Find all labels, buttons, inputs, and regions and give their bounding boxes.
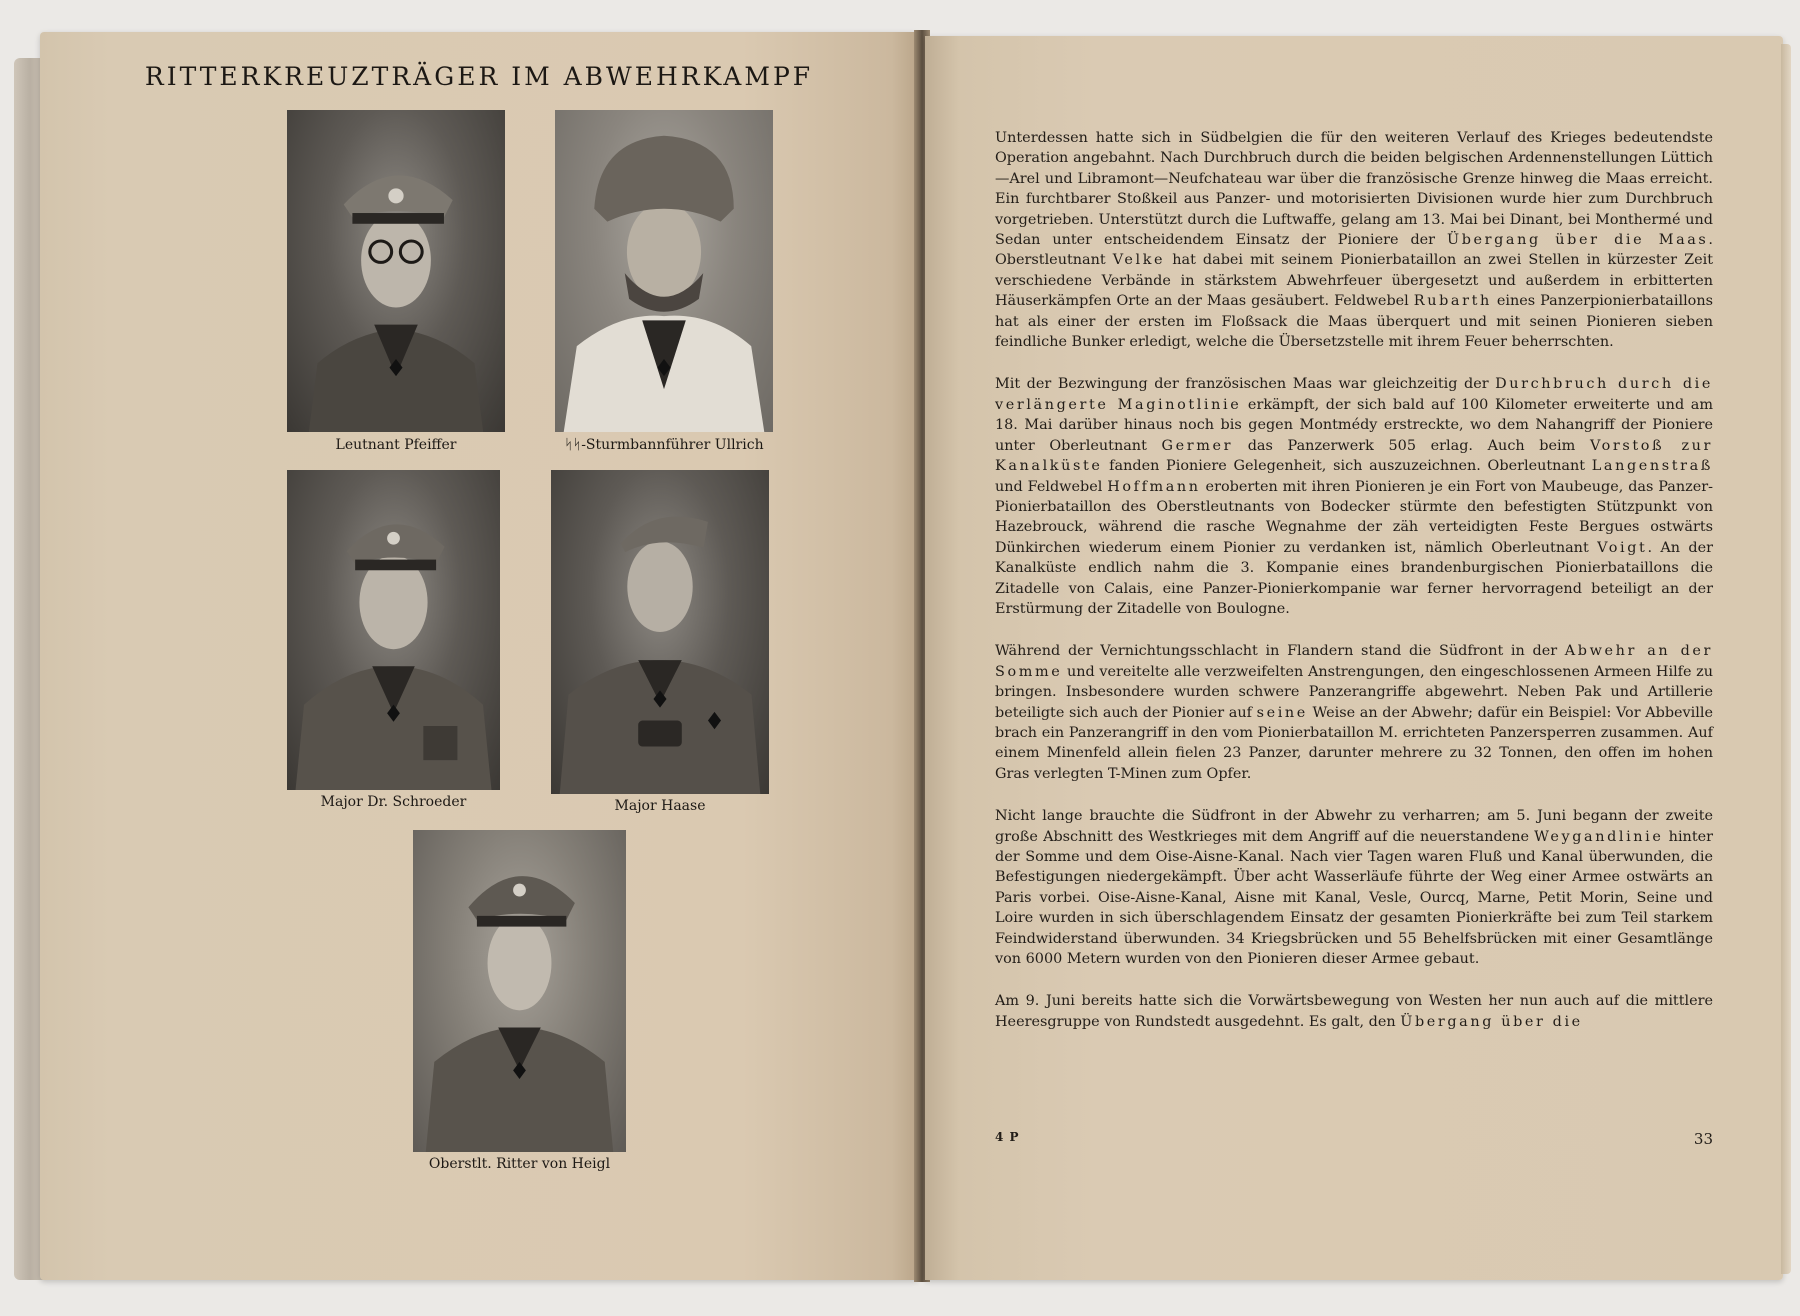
portrait-peaked-cap-glasses-icon (287, 110, 505, 432)
spaced-emphasis: Langenstraß (1591, 458, 1713, 475)
right-page (925, 36, 1783, 1280)
text-run: eroberten mit ihren Pionieren je ein Fort von Maubeuge, das Panzer-Pionierbataillon des Oberstleutnants von Bodecker stürmte den befestigten Stützpunkt von Hazebrouck, während die rasche Wegnahme der zäh verteidigten Feste Bergues ostwärts Dünkirchen wiederum einem Pionier zu verdanken ist, nämlich Oberleutnant (995, 478, 1713, 556)
spaced-emphasis: Übergang über die (1400, 1013, 1583, 1030)
text-run: erkämpft, der sich bald auf 100 Kilometer erweiterte und am 18. Mai darüber hinaus noch bis gegen Montmédy erstreckte, wo dem Nahangriff der Pioniere unter Oberleutnant (995, 396, 1713, 454)
text-run: und vereitelte alle verzweifelten Anstrengungen, den eingeschlossenen Armeen Hilfe zu bringen. Insbesondere wurden schwere Panzerangriffe abgewehrt. Neben Pak und Artillerie beteiligte sich auch der Pionier auf (995, 663, 1713, 721)
book-edge-right (1781, 44, 1791, 1274)
signature-mark: 4 P (995, 1130, 1020, 1144)
text-run: Am 9. Juni bereits hatte sich die Vorwärtsbewegung von Westen her nun auch auf die mittlere Heeresgruppe von Rundstedt ausgedehnt. Es galt, den (995, 993, 1713, 1030)
text-run: eines Panzerpionierbataillons hat als einer der ersten im Floßsack die Maas überquert und mit seinen Pionieren sieben feindliche Bunker erledigt, welche die Übersetzstelle mit ihrem Feuer beherrschten. (995, 293, 1714, 351)
body-text (995, 128, 1713, 1054)
spaced-emphasis: Vorstoß zur Kanalküste (995, 437, 1713, 475)
spaced-emphasis: Rubarth (1413, 293, 1492, 310)
spaced-emphasis: seine (1256, 704, 1308, 721)
spaced-emphasis: Hoffmann (1107, 478, 1201, 495)
spaced-emphasis: Abwehr an der Somme (995, 643, 1713, 680)
spaced-emphasis: Velke (1112, 252, 1166, 269)
portrait-photo (287, 110, 505, 432)
paragraph (995, 374, 1713, 619)
page-title: RITTERKREUZTRÄGER IM ABWEHRKAMPF (144, 62, 814, 91)
paragraph (995, 128, 1713, 352)
paragraph (995, 641, 1713, 784)
text-run: . Oberstleutnant (995, 232, 1713, 269)
text-run: fanden Pioniere Gelegenheit, sich auszuzeichnen. Oberleutnant (1102, 458, 1592, 475)
text-run: hat dabei mit seinem Pionierbataillon an zwei Stellen in kürzester Zeit verschiedene Verbände in stärkstem Abwehrfeuer übergesetzt und außerdem in erbitterten Häuserkämpfen Orte an der Maas gesäubert. Feldwebel (995, 252, 1714, 310)
portrait-photo (413, 830, 626, 1152)
text-run: das Panzerwerk 505 erlag. Auch beim (1233, 437, 1590, 454)
text-run: . An der Kanalküste endlich nahm die 3. Kompanie eines brandenburgischen Pionierbataillons die Zitadelle von Calais, eine Panzer-Pionierkompanie war ferner hervorragend beteiligt an der Erstürmung der Zitadelle von Boulogne. (995, 539, 1713, 617)
text-run: Nicht lange brauchte die Südfront in der Abwehr zu verharren; am 5. Juni begann der zweite große Abschnitt des Westkrieges mit dem Angriff auf die neuerstandene (995, 808, 1713, 845)
text-run: und Feldwebel (995, 478, 1108, 495)
portrait-photo (287, 470, 500, 790)
paragraph (995, 991, 1713, 1032)
spaced-emphasis: Germer (1161, 437, 1234, 454)
portrait-caption: ᛋᛋ-Sturmbannführer Ullrich (564, 437, 764, 453)
portrait-photo (555, 110, 773, 432)
portrait-peaked-cap-icon (287, 470, 500, 790)
portrait-caption: Leutnant Pfeiffer (335, 437, 457, 453)
text-run: Mit der Bezwingung der französischen Maas war gleichzeitig der (995, 376, 1496, 393)
text-run: Weise an der Abwehr; dafür ein Beispiel: Vor Abbeville brach ein Panzerangriff in den vom Pionierbataillon M. errichteten Panzersperren zusammen. Auf einem Minenfeld allein fielen 23 Panzer, darunter mehrere zu 32 Tonnen, den offen im hohen Gras verlegten T-Minen zum Opfer. (995, 704, 1714, 782)
portrait-photo (551, 470, 769, 794)
text-run: Während der Vernichtungsschlacht in Flandern stand die Südfront in der (995, 643, 1565, 660)
spaced-emphasis: Durchbruch durch die verlängerte Maginotlinie (995, 376, 1713, 413)
paragraph (995, 806, 1713, 969)
portrait-peaked-cap-icon (413, 830, 626, 1152)
spaced-emphasis: Weygandlinie (1534, 828, 1664, 845)
portrait-caption: Major Haase (614, 798, 706, 814)
portrait-side-cap-icon (551, 470, 769, 794)
text-run: Unterdessen hatte sich in Südbelgien die für den weiteren Verlauf des Krieges bedeutendste Operation angebahnt. Nach Durchbruch durch die beiden belgischen Ardennenstellungen Lüttich—Arel und Libramont—Neufchateau war über die französische Grenze hinweg die Maas erreicht. Ein furchtbarer Stoßkeil aus Panzer- und motorisierten Divisionen wurde hier zum Durchbruch vorgetrieben. Unterstützt durch die Luftwaffe, gelang am 13. Mai bei Dinant, bei Monthermé und Sedan unter entscheidendem Einsatz der Pioniere der (995, 130, 1713, 249)
left-page (40, 32, 918, 1280)
spaced-emphasis: Übergang über die Maas (1446, 232, 1709, 249)
portrait-fur-hat-icon (555, 110, 773, 432)
portrait-caption: Major Dr. Schroeder (320, 794, 467, 810)
portrait-caption: Oberstlt. Ritter von Heigl (428, 1156, 611, 1172)
page-number: 33 (1693, 1130, 1713, 1148)
spaced-emphasis: Voigt (1597, 539, 1648, 556)
text-run: hinter der Somme und dem Oise-Aisne-Kanal. Nach vier Tagen waren Fluß und Kanal überwunden, die Befestigungen niedergekämpft. Über acht Wasserläufe führte der Weg einer Armee ostwärts an Paris vorbei. Oise-Aisne-Kanal, Aisne mit Kanal, Vesle, Ourcq, Marne, Petit Morin, Seine und Loire wurden in sich überschlagendem Einsatz der gesamten Pionierkräfte bei zum Teil starkem Feindwiderstand überwunden. 34 Kriegsbrücken und 55 Behelfsbrücken mit einer Gesamtlänge von 6000 Metern wurden von den Pionieren dieser Armee gebaut. (995, 828, 1713, 968)
